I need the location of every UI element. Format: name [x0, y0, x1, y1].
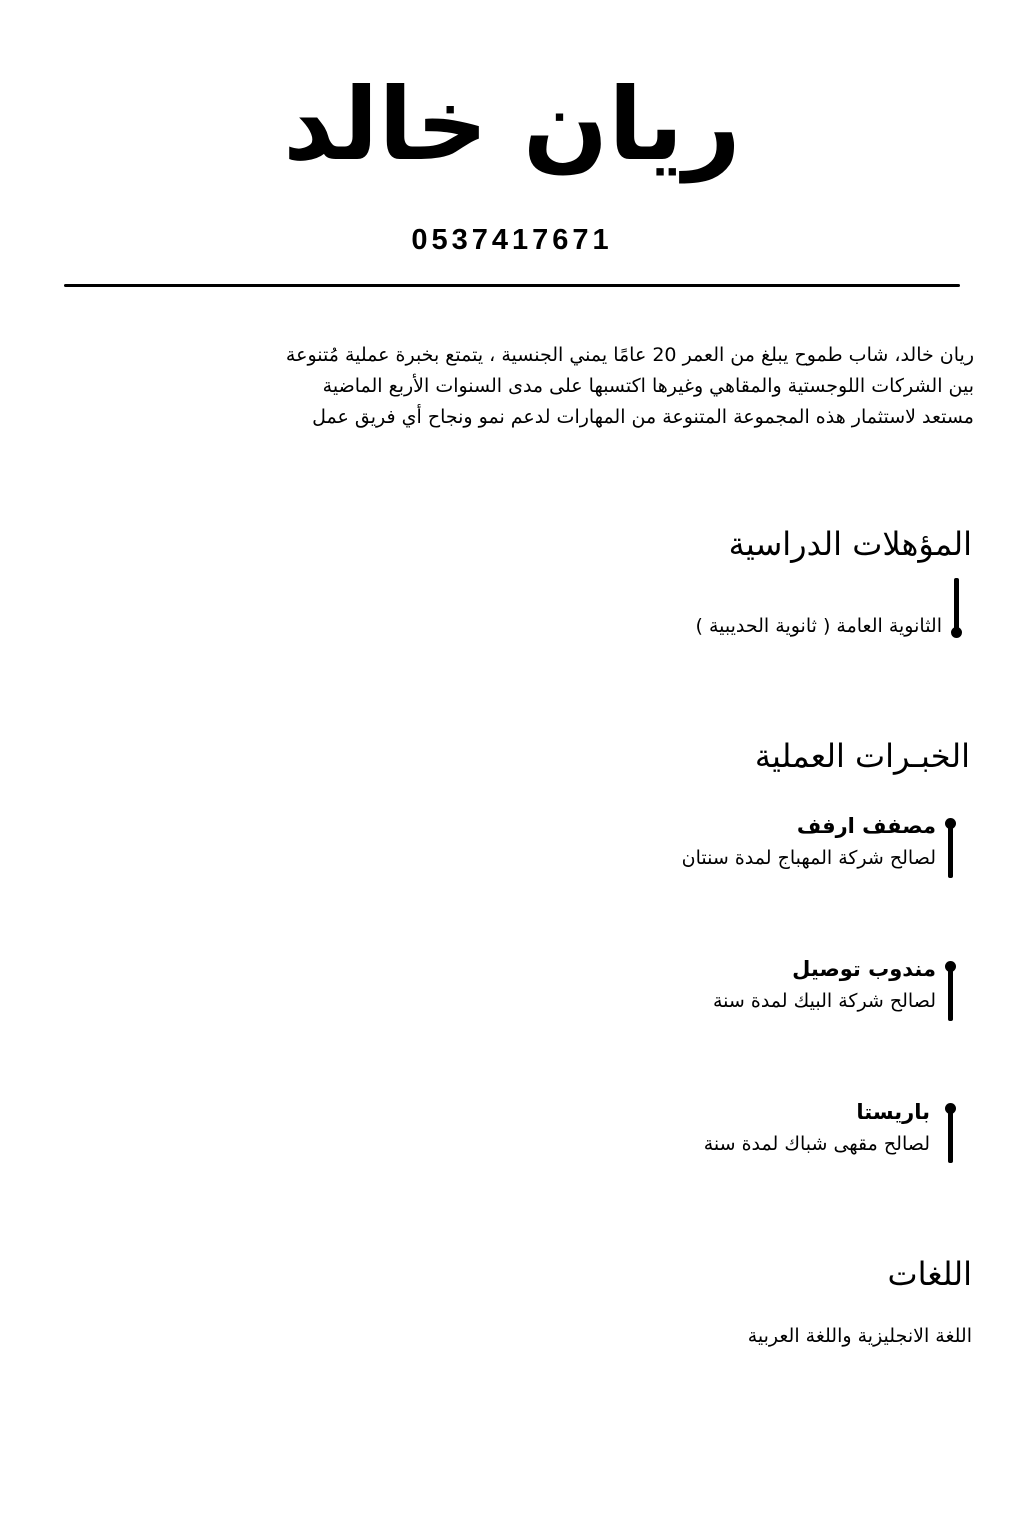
- experience-detail: لصالح مقهى شباك لمدة سنة: [703, 1133, 930, 1155]
- experience-detail: لصالح شركة المهباج لمدة سنتان: [681, 847, 936, 869]
- header-divider: [64, 284, 960, 287]
- summary-line: ريان خالد، شاب طموح يبلغ من العمر 20 عامًا يمني الجنسية ، يتمتع بخبرة عملية مُتنوعة: [285, 344, 974, 366]
- education-section-title: المؤهلات الدراسية: [728, 525, 972, 563]
- experience-role: باريستا: [856, 1100, 930, 1124]
- profile-summary: [244, 340, 974, 433]
- education-item-text: الثانوية العامة ( ثانوية الحديبية ): [695, 615, 942, 637]
- experience-role: مندوب توصيل: [792, 957, 936, 981]
- languages-text: اللغة الانجليزية واللغة العربية: [747, 1325, 972, 1347]
- experience-marker: [942, 1103, 958, 1165]
- phone-number: 0537417671: [411, 224, 613, 256]
- education-item: [696, 610, 942, 642]
- experience-item: [713, 953, 936, 1017]
- summary-line: مستعد لاستثمار هذه المجموعة المتنوعة من المهارات لدعم نمو ونجاح أي فريق عمل: [312, 406, 974, 428]
- experience-marker: [942, 818, 958, 880]
- experience-marker: [942, 961, 958, 1023]
- languages-section-title: اللغات: [887, 1255, 972, 1293]
- experience-detail: لصالح شركة البيك لمدة سنة: [713, 990, 936, 1012]
- experience-section-title: الخبـرات العملية: [754, 737, 970, 775]
- experience-role: مصفف ارفف: [796, 814, 936, 838]
- summary-line: بين الشركات اللوجستية والمقاهي وغيرها اكتسبها على مدى السنوات الأربع الماضية: [322, 375, 974, 397]
- education-marker: [948, 578, 964, 638]
- candidate-name: ريان خالد: [283, 66, 741, 183]
- experience-item: [704, 1096, 930, 1160]
- experience-item: [682, 810, 936, 874]
